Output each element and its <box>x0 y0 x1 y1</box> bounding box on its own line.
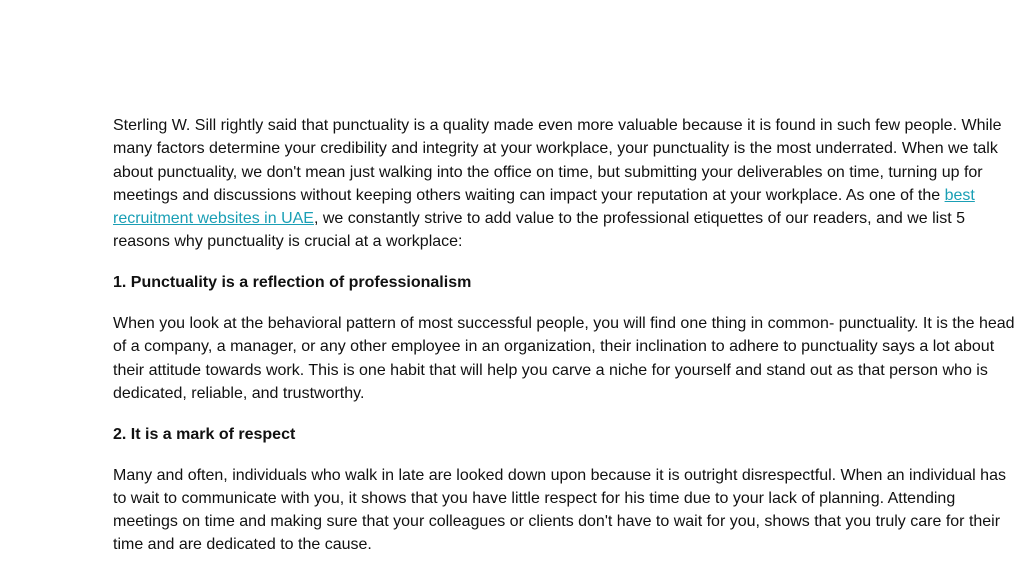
intro-text-after-link: , we constantly strive to add value to the professional etiquettes of our readers, and we list 5 reasons why punctuality is crucial at a workplace: <box>113 210 965 251</box>
article-body <box>113 114 1018 557</box>
section-heading-respect: 2. It is a mark of respect <box>113 425 296 443</box>
section-heading-professionalism: 1. Punctuality is a reflection of professionalism <box>113 274 472 292</box>
intro-paragraph <box>113 114 1018 254</box>
section-body-professionalism: When you look at the behavioral pattern of most successful people, you will find one thing in common- punctuality. It is the head of a company, a manager, or any other employee in an organization, their inclination to adhere to punctuality says a lot about their attitude towards work. This is one habit that will help you carve a niche for yourself and stand out as that person who is dedicated, reliable, and trustworthy. <box>113 315 1015 402</box>
recruitment-websites-link[interactable]: best recruitment websites in UAE <box>113 186 975 228</box>
intro-text-before-link: Sterling W. Sill rightly said that punctuality is a quality made even more valuable because it is found in such few people. While many factors determine your credibility and integrity at your workplace, your punctuality is the most underrated. When we talk about punctuality, we don't mean just walking into the office on time, but submitting your deliverables on time, turning up for meetings and discussions without keeping others waiting can impact your reputation at your workplace. As one of the <box>113 117 1002 204</box>
section-body-respect: Many and often, individuals who walk in late are looked down upon because it is outright disrespectful. When an individual has to wait to communicate with you, it shows that you have little respect for his time due to your lack of planning. Attending meetings on time and making sure that your colleagues or clients don't have to wait for you, shows that you truly care for their time and are dedicated to the cause. <box>113 466 1006 554</box>
